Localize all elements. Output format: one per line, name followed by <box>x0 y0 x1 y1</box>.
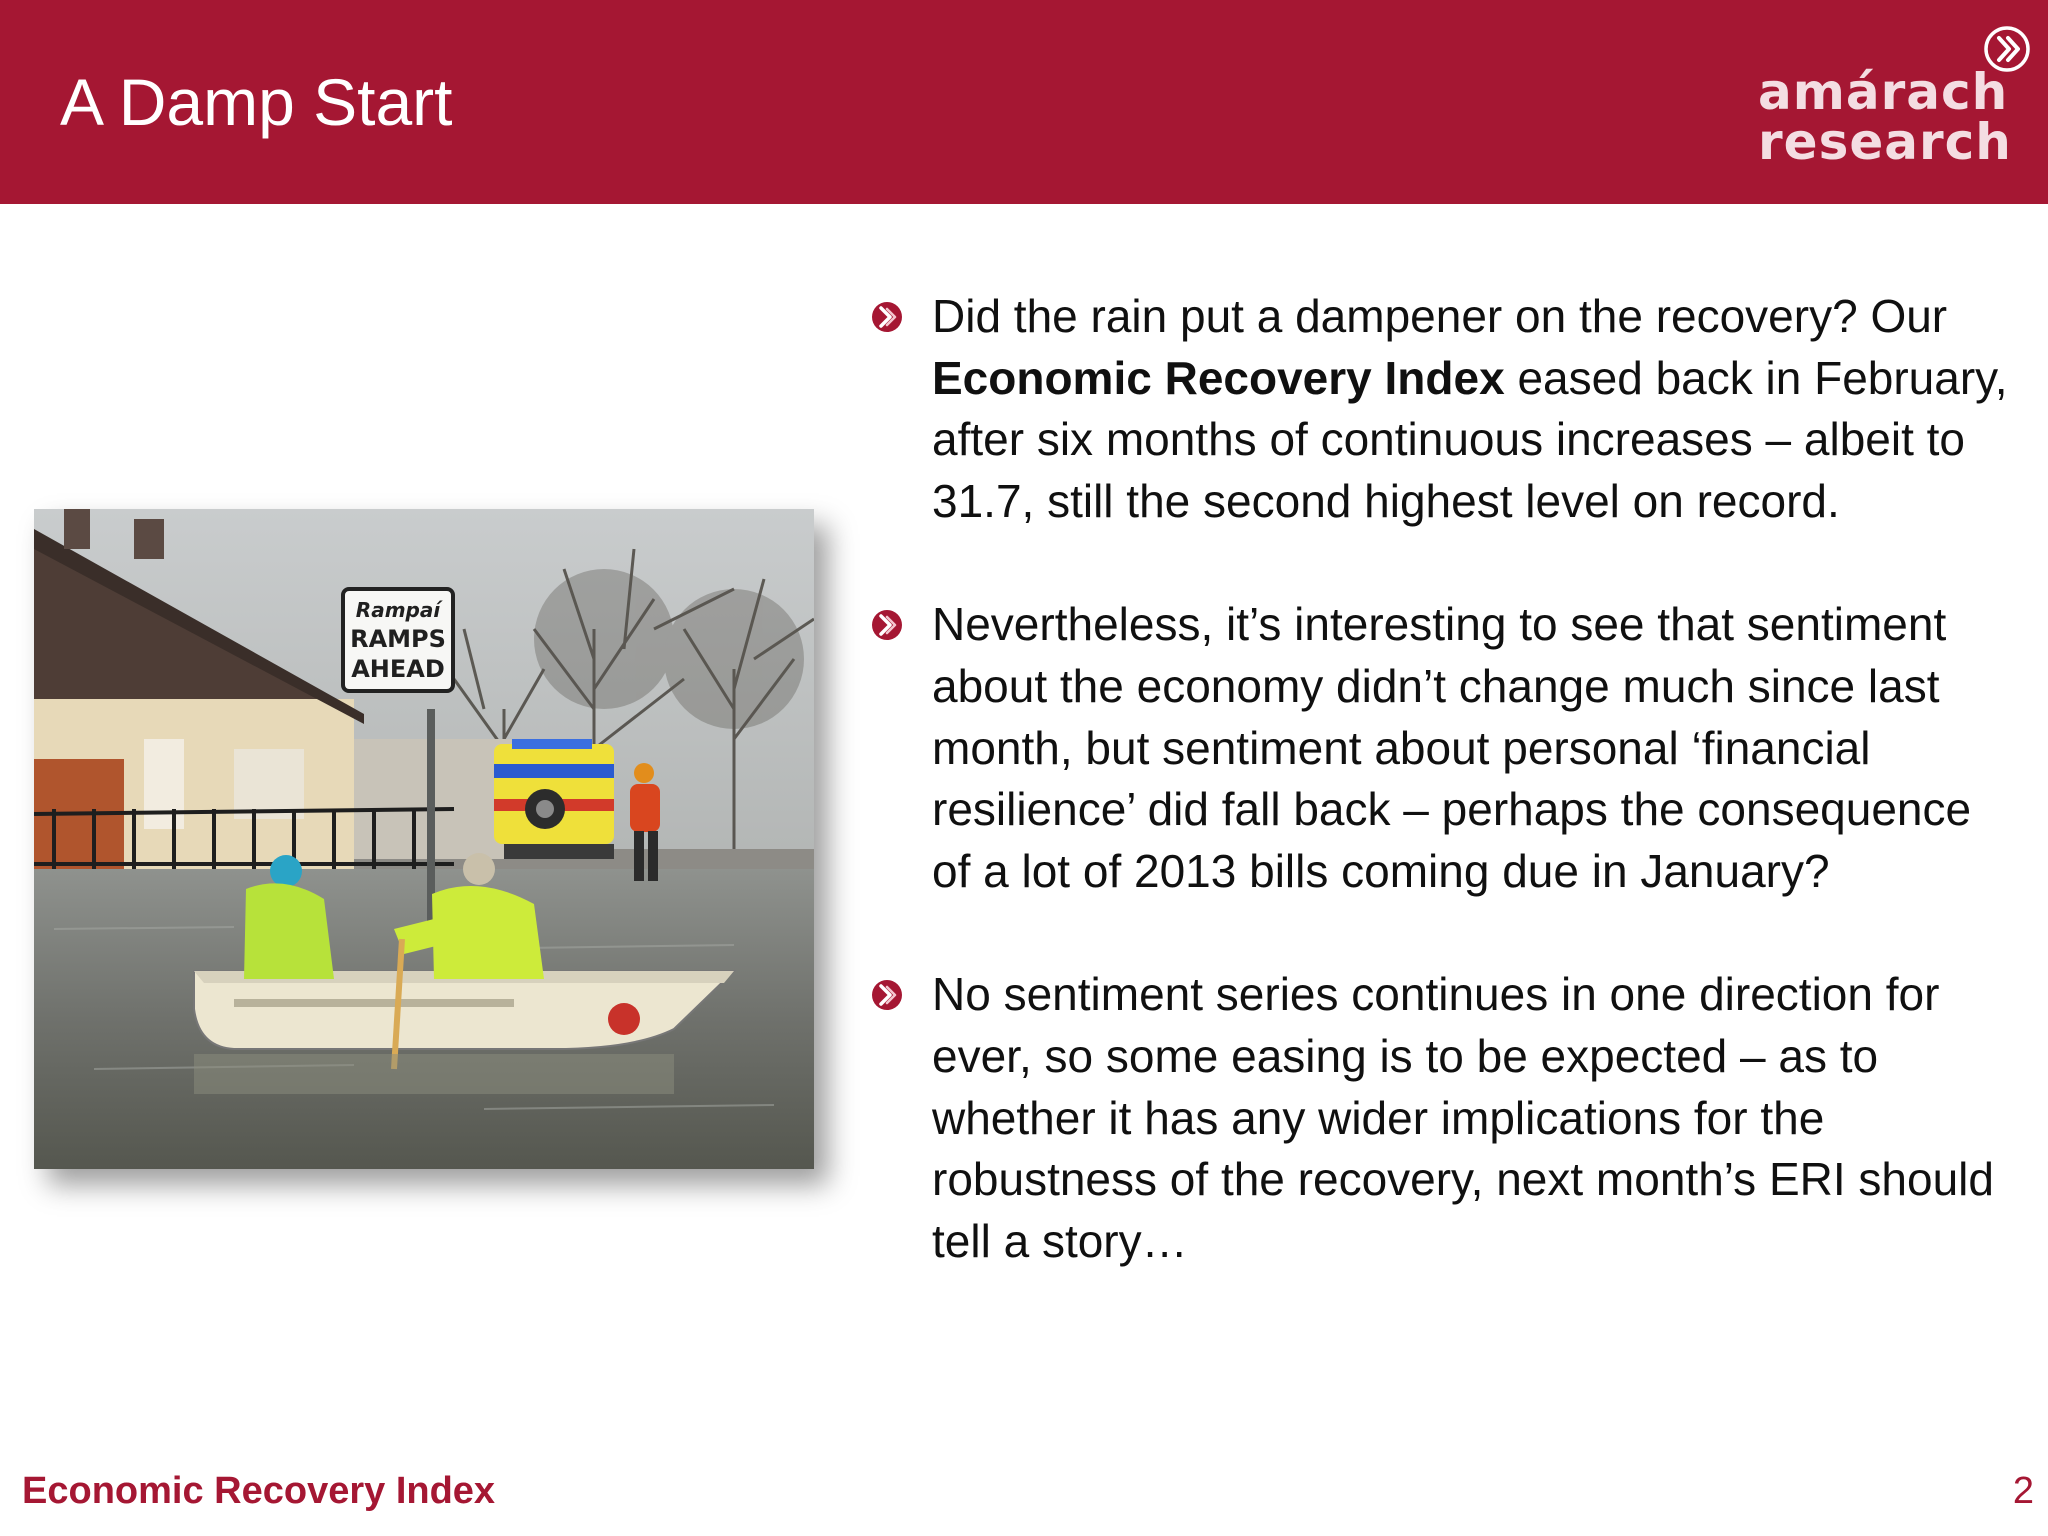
bullet-item <box>870 594 2020 902</box>
brand-logo <box>1740 20 2040 180</box>
bullet-item <box>870 286 2020 532</box>
bullet-text-part: eased back in February, after six months of continuous increases – albeit to 31.7, still the second highest level on record. <box>932 351 2008 527</box>
bullet-text <box>932 286 2020 532</box>
flood-photo <box>34 509 814 1169</box>
page-number: 2 <box>2012 1470 2034 1512</box>
sign-text-line3: AHEAD <box>351 655 445 683</box>
logo-wordmark-line2: research <box>1758 113 2012 171</box>
bullet-bold-term: Economic Recovery Index <box>932 351 1505 404</box>
slide-title: A Damp Start <box>60 65 453 139</box>
logo-wordmark-line1: amárach <box>1758 63 2009 121</box>
header-bar <box>0 0 2048 204</box>
chevron-bullet-icon <box>870 608 904 642</box>
sign-text-line1: Rampaí <box>355 598 441 622</box>
chevron-bullet-icon <box>870 978 904 1012</box>
bullet-text-part: Did the rain put a dampener on the recovery? Our <box>932 290 1948 342</box>
chevron-bullet-icon <box>870 300 904 334</box>
emergency-vehicle <box>494 739 614 859</box>
bullet-item <box>870 964 2020 1272</box>
flood-scene-illustration <box>34 509 814 1169</box>
bullet-text: No sentiment series continues in one direction for ever, so some easing is to be expected – as to whether it has any wider implications for the robustness of the recovery, next month’s ERI should tell a story… <box>932 968 1994 1267</box>
bullet-text: Nevertheless, it’s interesting to see that sentiment about the economy didn’t change much since last month, but sentiment about personal ‘financial resilience’ did fall back – perhaps the consequence of a lot of 2013 bills coming due in January? <box>932 598 1972 897</box>
sign-text-line2: RAMPS <box>350 625 446 653</box>
footer-label: Economic Recovery Index <box>22 1470 496 1512</box>
bullet-list <box>870 286 2020 1334</box>
